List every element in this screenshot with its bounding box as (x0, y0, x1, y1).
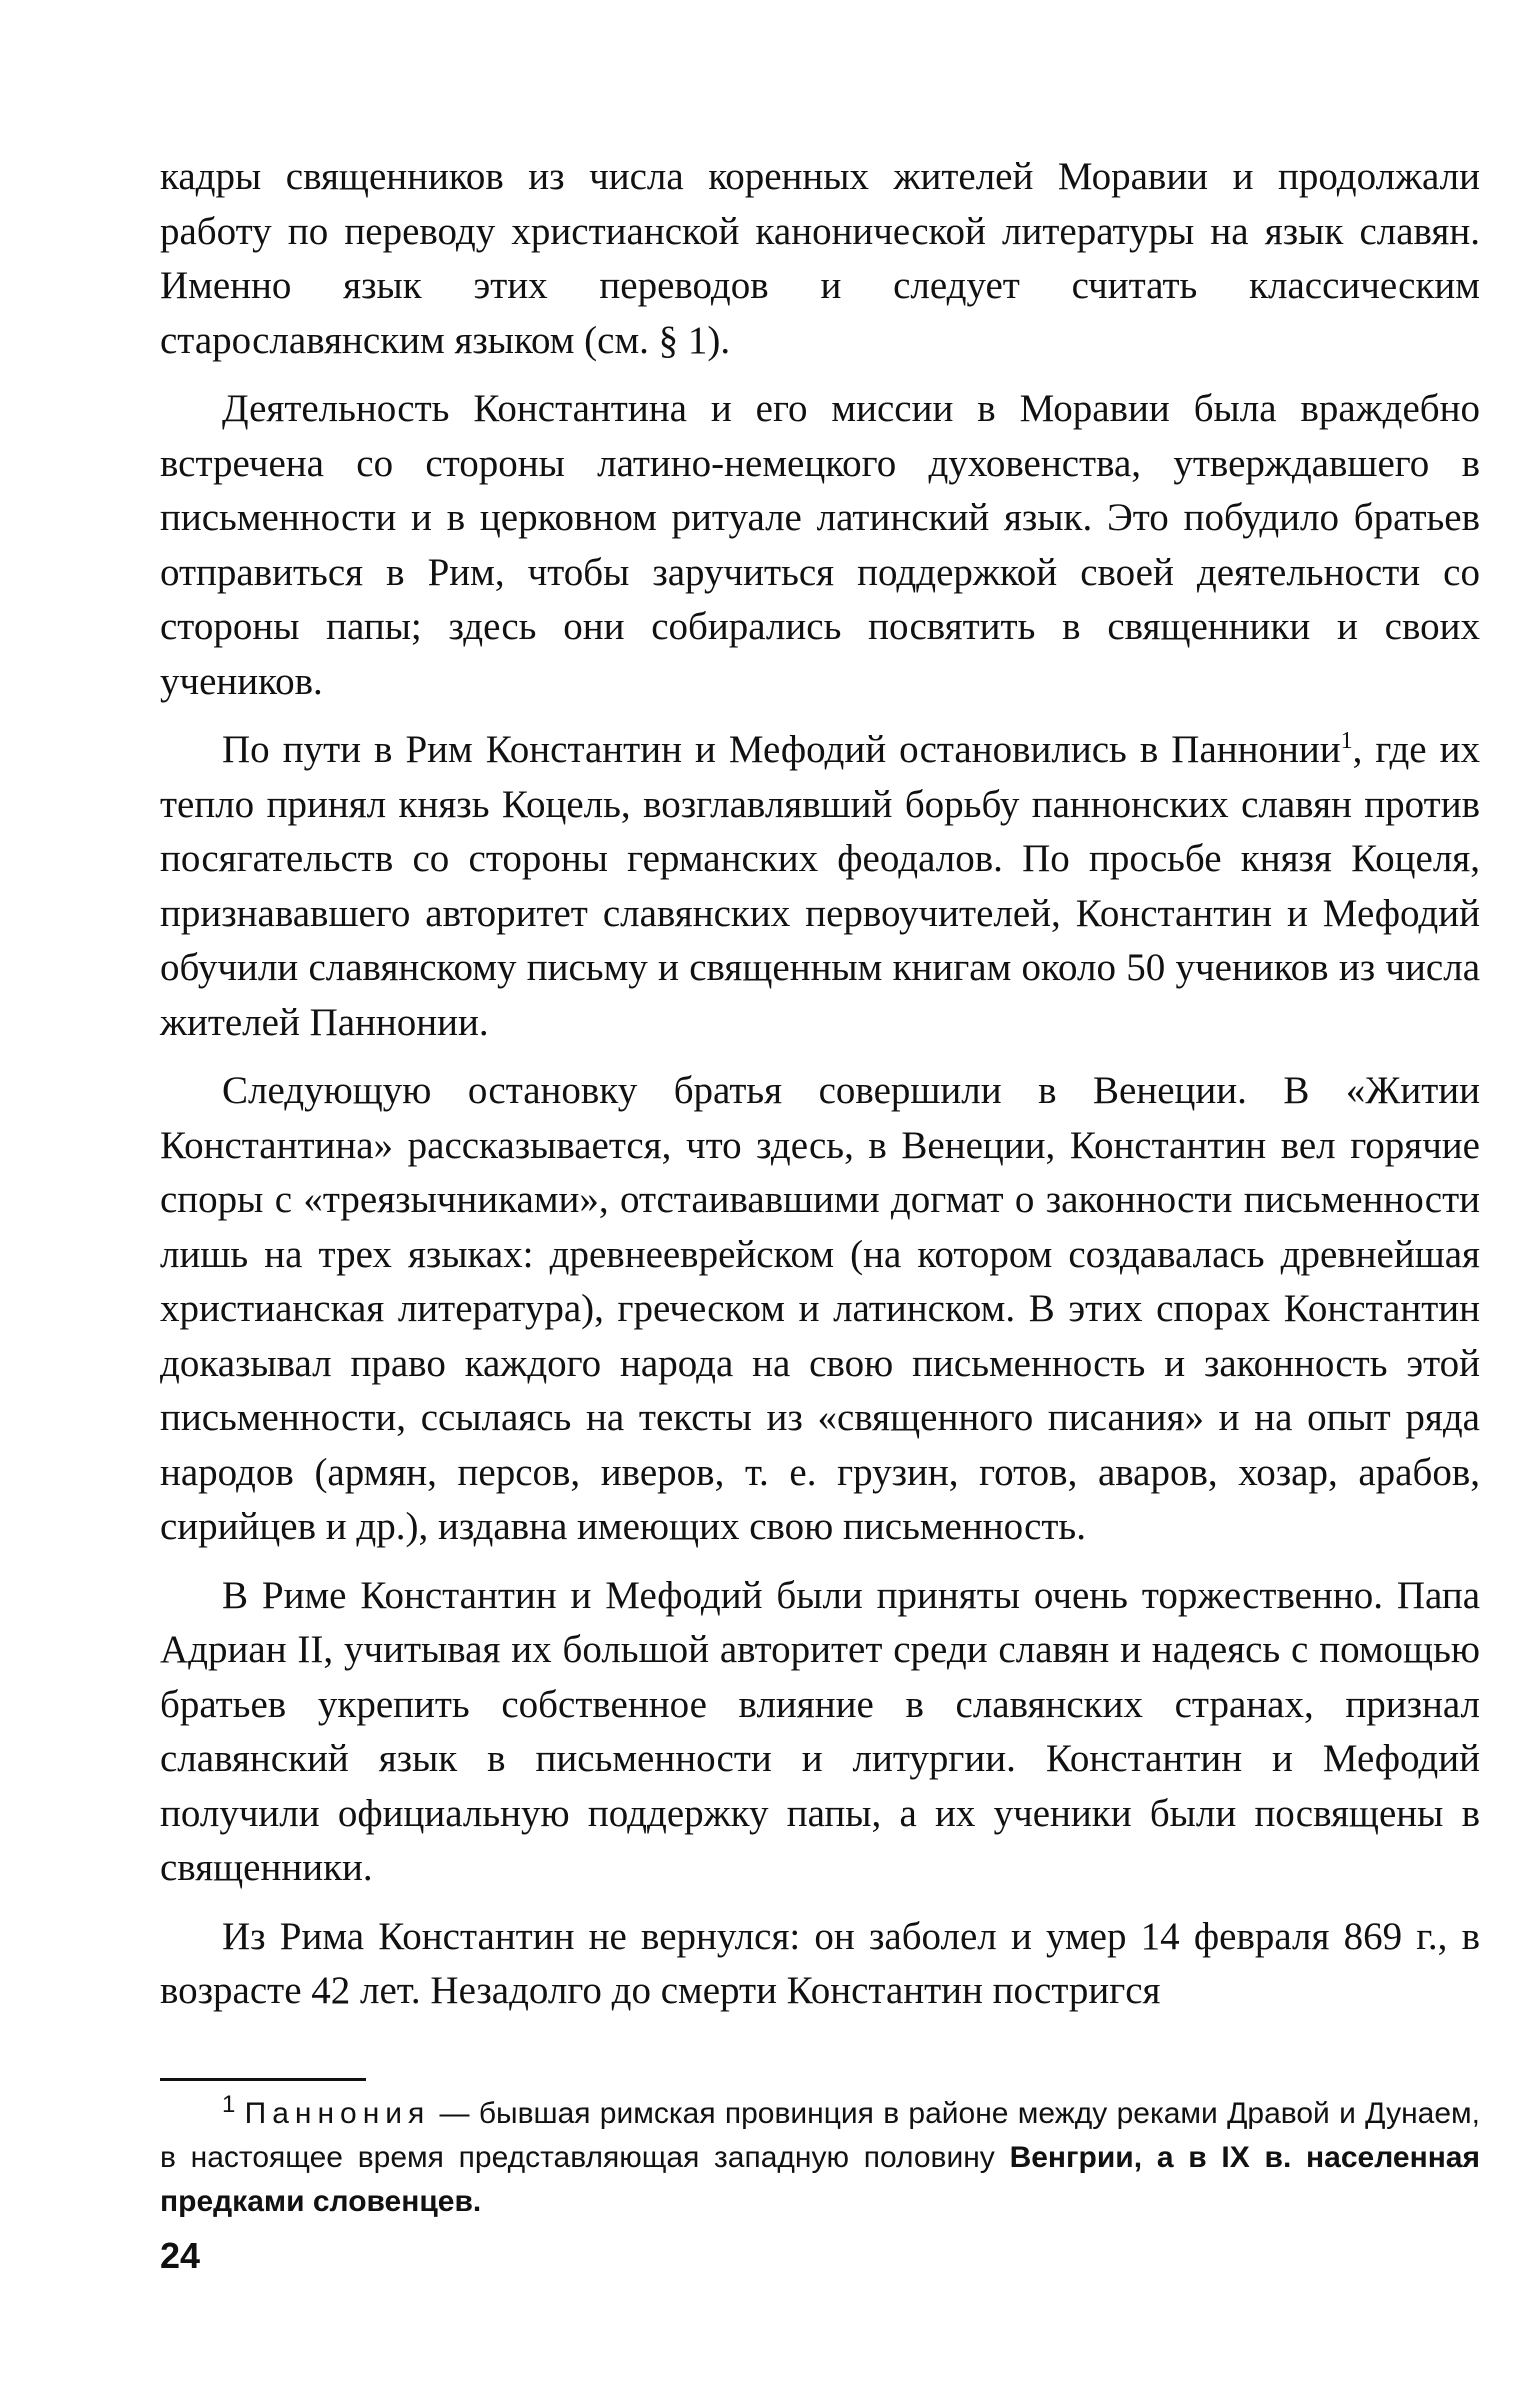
footnote-bold-text: Венгрии, а в IX в. населенная предками словенцев. (160, 2141, 1480, 2218)
page-number: 24 (160, 2235, 201, 2276)
footnote-text: — бывшая римская провинция в районе между реками Дравой и Дунаем, в настоящее время представляющая западную половину (160, 2097, 1480, 2174)
paragraph-3-lead: По пути в Рим Константин и Мефодий остановились в Паннонии (222, 728, 1341, 771)
paragraph-6: Из Рима Константин не вернулся: он заболел и умер 14 февраля 869 г., в возрасте 42 лет. Незадолго до смерти Константин постригся (160, 1914, 1480, 2012)
page-body (160, 150, 1480, 2033)
paragraph-2: Деятельность Константина и его миссии в Моравии была враждебно встречена со стороны латино-немецкого духовенства, утверждавшего в письменности и в церковном ритуале латинский язык. Это побудило братьев отправиться в Рим, чтобы заручиться поддержкой своей деятельности со стороны папы; здесь они собирались посвятить в священники и своих учеников. (160, 387, 1480, 703)
footnote-term: Паннония (244, 2097, 431, 2130)
paragraph-3 (160, 723, 1480, 1050)
paragraph-3-comma: , (1352, 728, 1376, 771)
footnote-marker: 1 (222, 2091, 236, 2118)
footnote (160, 2092, 1480, 2224)
footnote-divider (160, 2078, 366, 2081)
paragraph-3-rest: где их тепло принял князь Коцель, возглавлявший борьбу паннонских славян против посягательств со стороны германских феодалов. По просьбе князя Коцеля, признававшего авторитет славянских первоучителей, Константин и Мефодий обучили славянскому письму и священным книгам около 50 учеников из числа жителей Паннонии. (160, 728, 1480, 1044)
footnote-reference: 1 (1340, 728, 1353, 754)
paragraph-5: В Риме Константин и Мефодий были приняты очень торжественно. Папа Адриан II, учитывая их большой авторитет среди славян и надеясь с помощью братьев укрепить собственное влияние в славянских странах, признал славянский язык в письменности и литургии. Константин и Мефодий получили официальную поддержку папы, а их ученики были посвящены в священники. (160, 1573, 1480, 1889)
paragraph-1: кадры священников из числа коренных жителей Моравии и продолжали работу по переводу христианской канонической литературы на язык славян. Именно язык этих переводов и следует считать классическим старославянским языком (см. § 1). (160, 155, 1480, 362)
paragraph-4: Следующую остановку братья совершили в Венеции. В «Житии Константина» рассказывается, что здесь, в Венеции, Константин вел горячие споры с «треязычниками», отстаивавшими догмат о законности письменности лишь на трех языках: древнееврейском (на котором создавалась древнейшая христианская литература), греческом и латинском. В этих спорах Константин доказывал право каждого народа на свою письменность и законность этой письменности, ссылаясь на тексты из «священного писания» и на опыт ряда народов (армян, персов, иверов, т. е. грузин, готов, аваров, хозар, арабов, сирийцев и др.), издавна имеющих свою письменность. (160, 1069, 1480, 1548)
